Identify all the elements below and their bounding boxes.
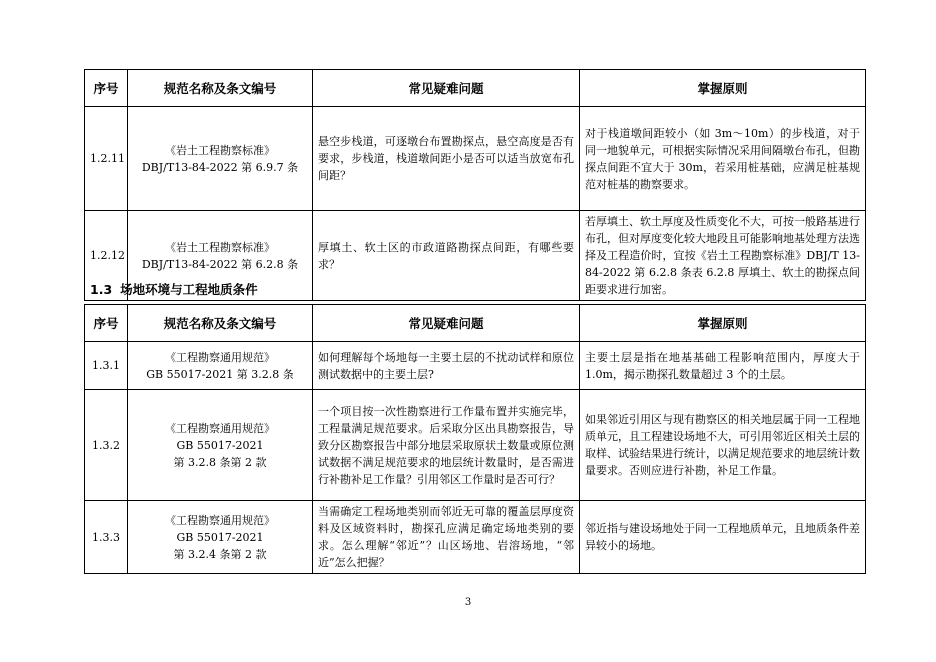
row-standard — [128, 342, 313, 390]
table-row — [85, 390, 866, 501]
standard-name: 《岩土工程勘察标准》 — [165, 143, 275, 157]
standard-clause: 第 3.2.8 条第 2 款 — [173, 455, 267, 469]
table-row — [85, 342, 866, 390]
header-question: 常见疑难问题 — [313, 305, 580, 342]
standards-table-1 — [84, 69, 866, 301]
standard-name: 《工程勘察通用规范》 — [165, 421, 275, 435]
row-principle: 对于栈道墩间距较小（如 3m～10m）的步栈道，对于同一地貌单元，可根据实际情况采用间隔墩台布孔，但勘探点间距不宜大于 30m，若采用桩基础，应满足桩基规范对桩基的勘察要求。 — [580, 107, 866, 211]
row-principle: 若厚填土、软土厚度及性质变化不大，可按一般路基进行布孔，但对厚度变化较大地段且可能影响地基处理方法选择及工程造价时，宜按《岩土工程勘察标准》DBJ/T 13-84-2022 第 6.2.8 条表 6.2.8 厚填土、软土的勘探点间距要求进行加密。 — [580, 211, 866, 301]
row-principle: 邻近指与建设场地处于同一工程地质单元，且地质条件差异较小的场地。 — [580, 501, 866, 574]
header-no: 序号 — [85, 70, 128, 107]
page-number: 3 — [464, 597, 472, 608]
standard-code: DBJ/T13-84-2022 第 6.2.8 条 — [141, 257, 299, 271]
table-row — [85, 501, 866, 574]
table-header-row — [85, 305, 866, 342]
standards-table-2 — [84, 304, 866, 574]
standard-name: 《岩土工程勘察标准》 — [165, 240, 275, 254]
row-question: 厚填土、软土区的市政道路勘探点间距，有哪些要求？ — [313, 211, 580, 301]
row-number: 1.3.1 — [85, 342, 128, 390]
row-question: 如何理解每个场地每一主要土层的不扰动试样和原位测试数据中的主要土层? — [313, 342, 580, 390]
standard-code: GB 55017-2021 — [176, 530, 264, 544]
section-title: 场地环境与工程地质条件 — [120, 282, 258, 297]
row-number: 1.2.12 — [85, 211, 128, 301]
standard-code: GB 55017-2021 第 3.2.8 条 — [146, 367, 294, 381]
section-number: 1.3 — [90, 282, 113, 297]
header-no: 序号 — [85, 305, 128, 342]
row-number: 1.3.2 — [85, 390, 128, 501]
row-question: 一个项目按一次性勘察进行工作量布置并实施完毕，工程量满足规范要求。后采取分区出具勘察报告，导致分区勘察报告中部分地层采取原状土数量或原位测试数据不满足规范要求的地层统计数量时，是否需进行补勘补足工作量？引用邻区工作量时是否可行？ — [313, 390, 580, 501]
standard-code: GB 55017-2021 — [176, 438, 264, 452]
table-row — [85, 107, 866, 211]
table-header-row — [85, 70, 866, 107]
header-principle: 掌握原则 — [580, 305, 866, 342]
row-standard — [128, 390, 313, 501]
row-number: 1.3.3 — [85, 501, 128, 574]
standard-name: 《工程勘察通用规范》 — [165, 513, 275, 527]
row-standard — [128, 107, 313, 211]
header-principle: 掌握原则 — [580, 70, 866, 107]
row-principle: 主要土层是指在地基基础工程影响范围内，厚度大于 1.0m，揭示勘探孔数量超过 3 个的土层。 — [580, 342, 866, 390]
row-principle: 如果邻近引用区与现有勘察区的相关地层属于同一工程地质单元，且工程建设场地不大，可引用邻近区相关土层的取样、试验结果进行统计，以满足规范要求的地层统计数量要求。否则应进行补勘，补足工作量。 — [580, 390, 866, 501]
section-heading — [90, 282, 258, 298]
standard-clause: 第 3.2.4 条第 2 款 — [173, 547, 267, 561]
header-standard: 规范名称及条文编号 — [128, 70, 313, 107]
header-standard: 规范名称及条文编号 — [128, 305, 313, 342]
row-question: 悬空步栈道，可逐墩台布置勘探点，悬空高度是否有要求，步栈道，栈道墩间距小是否可以适当放宽布孔间距？ — [313, 107, 580, 211]
standard-code: DBJ/T13-84-2022 第 6.9.7 条 — [141, 160, 299, 174]
standard-name: 《工程勘察通用规范》 — [165, 350, 275, 364]
row-question: 当需确定工程场地类别而邻近无可靠的覆盖层厚度资料及区域资料时，勘探孔应满足确定场地类别的要求。怎么理解“邻近”？山区场地、岩溶场地，“邻近”怎么把握？ — [313, 501, 580, 574]
row-standard — [128, 501, 313, 574]
row-number: 1.2.11 — [85, 107, 128, 211]
header-question: 常见疑难问题 — [313, 70, 580, 107]
